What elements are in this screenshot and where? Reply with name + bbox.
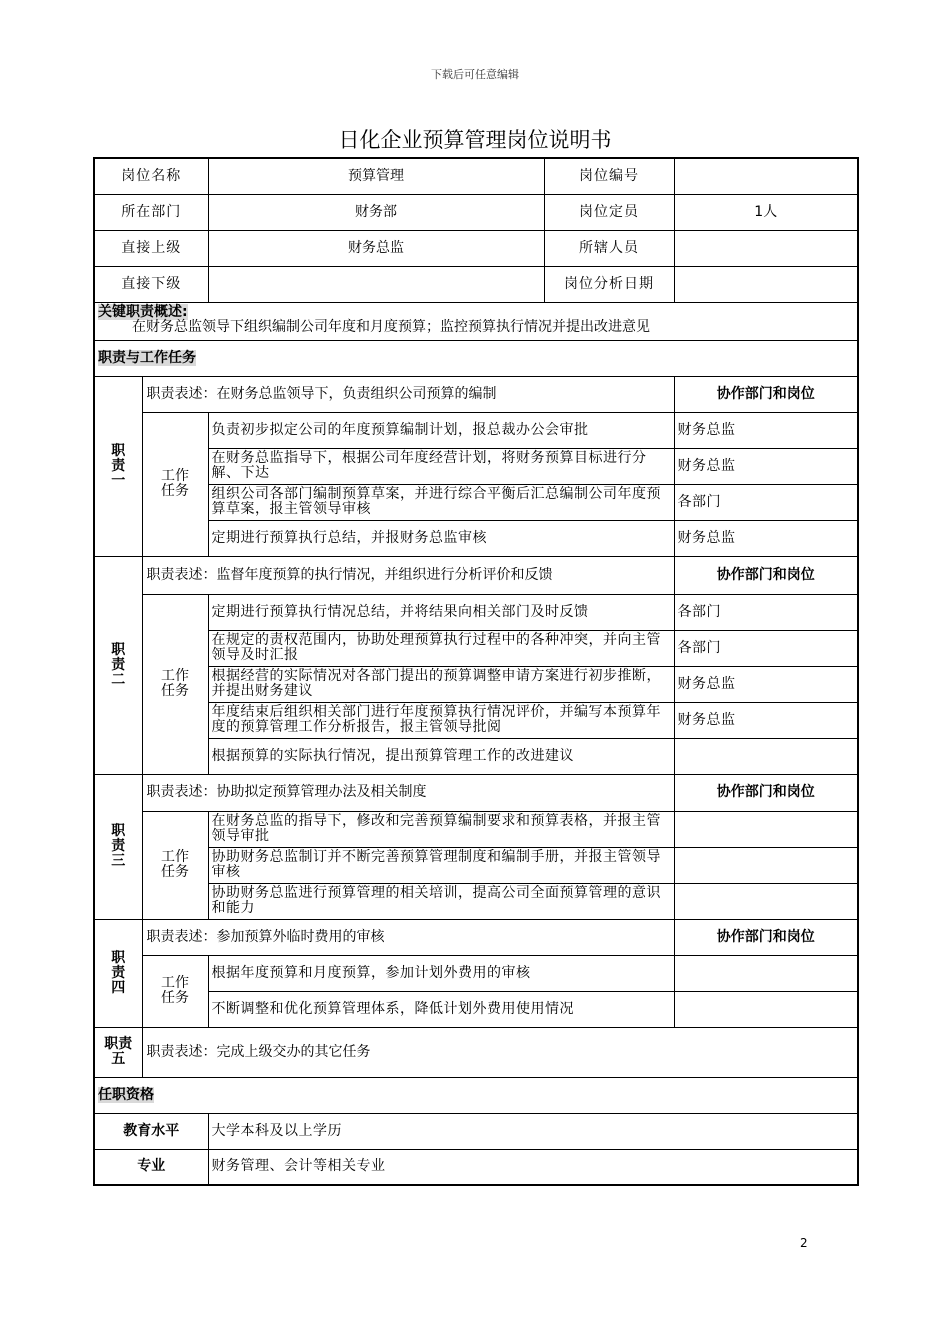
duty-1-label: 职责一 bbox=[94, 376, 142, 556]
duty-2-task-label: 工作任务 bbox=[142, 594, 208, 774]
duty-3-label: 职责三 bbox=[94, 774, 142, 919]
duty-3-statement: 职责表述：协助拟定预算管理办法及相关制度 bbox=[142, 774, 674, 811]
duty-1-task-4 bbox=[94, 520, 858, 556]
duty-3-task-1 bbox=[94, 811, 858, 847]
duty-1-task-4-text: 定期进行预算执行总结，并报财务总监审核 bbox=[208, 520, 674, 556]
duty-2-task-2 bbox=[94, 630, 858, 666]
duty-1-statement-row bbox=[94, 376, 858, 412]
duty-4-task-2 bbox=[94, 991, 858, 1027]
duty-1-task-4-coop: 财务总监 bbox=[674, 520, 858, 556]
subordinates-label: 所辖人员 bbox=[544, 230, 674, 266]
duty-4-statement: 职责表述：参加预算外临时费用的审核 bbox=[142, 919, 674, 955]
duty-4-label: 职责四 bbox=[94, 919, 142, 1027]
duty-1-task-2-text: 在财务总监指导下，根据公司年度经营计划，将财务预算目标进行分解、下达 bbox=[208, 448, 674, 484]
duty-2-task-2-text: 在规定的责权范围内，协助处理预算执行过程中的各种冲突，并向主管领导及时汇报 bbox=[208, 630, 674, 666]
duty-4-task-1-coop bbox=[674, 955, 858, 991]
duty-4-task-1 bbox=[94, 955, 858, 991]
duty-2-task-1-text: 定期进行预算执行情况总结，并将结果向相关部门及时反馈 bbox=[208, 594, 674, 630]
overview-heading: 关键职责概述: bbox=[98, 303, 188, 320]
duty-5-statement: 职责表述：完成上级交办的其它任务 bbox=[142, 1027, 858, 1077]
header-note: 下载后可任意编辑 bbox=[431, 68, 519, 81]
duty-2-task-5 bbox=[94, 738, 858, 774]
duty-3-task-3 bbox=[94, 883, 858, 919]
page-number: 2 bbox=[800, 1236, 808, 1250]
duty-1-task-1 bbox=[94, 412, 858, 448]
duty-3-statement-row bbox=[94, 774, 858, 811]
duty-3-coop-header: 协作部门和岗位 bbox=[674, 774, 858, 811]
duty-4-task-2-text: 不断调整和优化预算管理体系，降低计划外费用使用情况 bbox=[208, 991, 674, 1027]
duty-4-task-1-text: 根据年度预算和月度预算，参加计划外费用的审核 bbox=[208, 955, 674, 991]
job-description-table bbox=[93, 157, 859, 1186]
basic-row-1 bbox=[94, 158, 858, 194]
qualifications-heading-row bbox=[94, 1077, 858, 1113]
post-no-value bbox=[674, 158, 858, 194]
duty-2-label: 职责二 bbox=[94, 556, 142, 774]
major-label: 专业 bbox=[94, 1149, 208, 1185]
duty-4-statement-row bbox=[94, 919, 858, 955]
duty-2-task-3 bbox=[94, 666, 858, 702]
post-no-label: 岗位编号 bbox=[544, 158, 674, 194]
duty-1-statement: 职责表述：在财务总监领导下，负责组织公司预算的编制 bbox=[142, 376, 674, 412]
duty-1-task-1-text: 负责初步拟定公司的年度预算编制计划，报总裁办公会审批 bbox=[208, 412, 674, 448]
duty-1-task-3-text: 组织公司各部门编制预算草案，并进行综合平衡后汇总编制公司年度预算草案，报主管领导审核 bbox=[208, 484, 674, 520]
duty-3-task-2-text: 协助财务总监制订并不断完善预算管理制度和编制手册，并报主管领导审核 bbox=[208, 847, 674, 883]
duty-1-task-3-coop: 各部门 bbox=[674, 484, 858, 520]
duty-4-coop-header: 协作部门和岗位 bbox=[674, 919, 858, 955]
duties-heading-row bbox=[94, 340, 858, 376]
duties-heading: 职责与工作任务 bbox=[94, 340, 858, 376]
duty-1-task-2-coop: 财务总监 bbox=[674, 448, 858, 484]
major-value: 财务管理、会计等相关专业 bbox=[208, 1149, 858, 1185]
duty-2-task-1-coop: 各部门 bbox=[674, 594, 858, 630]
duty-2-task-2-coop: 各部门 bbox=[674, 630, 858, 666]
duty-1-task-3 bbox=[94, 484, 858, 520]
education-value: 大学本科及以上学历 bbox=[208, 1113, 858, 1149]
duty-3-task-1-coop bbox=[674, 811, 858, 847]
duty-1-task-label: 工作任务 bbox=[142, 412, 208, 556]
superior-value: 财务总监 bbox=[208, 230, 544, 266]
superior-label: 直接上级 bbox=[94, 230, 208, 266]
duty-3-task-2-coop bbox=[674, 847, 858, 883]
duty-4-task-label: 工作任务 bbox=[142, 955, 208, 1027]
duty-2-task-5-text: 根据预算的实际执行情况，提出预算管理工作的改进建议 bbox=[208, 738, 674, 774]
basic-row-3 bbox=[94, 230, 858, 266]
quota-label: 岗位定员 bbox=[544, 194, 674, 230]
duty-3-task-2 bbox=[94, 847, 858, 883]
education-row bbox=[94, 1113, 858, 1149]
analysis-date-value bbox=[674, 266, 858, 302]
education-label: 教育水平 bbox=[94, 1113, 208, 1149]
basic-row-4 bbox=[94, 266, 858, 302]
duty-3-task-3-text: 协助财务总监进行预算管理的相关培训，提高公司全面预算管理的意识和能力 bbox=[208, 883, 674, 919]
duty-3-task-label: 工作任务 bbox=[142, 811, 208, 919]
duty-2-task-3-coop: 财务总监 bbox=[674, 666, 858, 702]
duty-2-task-3-text: 根据经营的实际情况对各部门提出的预算调整申请方案进行初步推断，并提出财务建议 bbox=[208, 666, 674, 702]
duty-2-coop-header: 协作部门和岗位 bbox=[674, 556, 858, 594]
duty-2-statement-row bbox=[94, 556, 858, 594]
qualifications-heading: 任职资格 bbox=[94, 1077, 858, 1113]
dept-value: 财务部 bbox=[208, 194, 544, 230]
duty-5-row bbox=[94, 1027, 858, 1077]
duty-2-task-4 bbox=[94, 702, 858, 738]
duty-1-task-1-coop: 财务总监 bbox=[674, 412, 858, 448]
duty-2-task-4-coop: 财务总监 bbox=[674, 702, 858, 738]
analysis-date-label: 岗位分析日期 bbox=[544, 266, 674, 302]
post-name-value: 预算管理 bbox=[208, 158, 544, 194]
duty-3-task-1-text: 在财务总监的指导下，修改和完善预算编制要求和预算表格，并报主管领导审批 bbox=[208, 811, 674, 847]
duty-4-task-2-coop bbox=[674, 991, 858, 1027]
dept-label: 所在部门 bbox=[94, 194, 208, 230]
subordinates-value bbox=[674, 230, 858, 266]
duty-2-task-4-text: 年度结束后组织相关部门进行年度预算执行情况评价，并编写本预算年度的预算管理工作分析报告，报主管领导批阅 bbox=[208, 702, 674, 738]
quota-value: 1人 bbox=[674, 194, 858, 230]
overview-cell bbox=[94, 302, 858, 340]
duty-1-task-2 bbox=[94, 448, 858, 484]
duty-3-task-3-coop bbox=[674, 883, 858, 919]
post-name-label: 岗位名称 bbox=[94, 158, 208, 194]
direct-sub-label: 直接下级 bbox=[94, 266, 208, 302]
major-row bbox=[94, 1149, 858, 1185]
overview-row bbox=[94, 302, 858, 340]
overview-text: 在财务总监领导下组织编制公司年度和月度预算；监控预算执行情况并提出改进意见 bbox=[132, 318, 650, 335]
basic-row-2 bbox=[94, 194, 858, 230]
duty-1-coop-header: 协作部门和岗位 bbox=[674, 376, 858, 412]
document-title: 日化企业预算管理岗位说明书 bbox=[338, 128, 612, 152]
duty-5-label: 职责五 bbox=[94, 1027, 142, 1077]
duty-2-statement: 职责表述：监督年度预算的执行情况，并组织进行分析评价和反馈 bbox=[142, 556, 674, 594]
duty-2-task-1 bbox=[94, 594, 858, 630]
direct-sub-value bbox=[208, 266, 544, 302]
duty-2-task-5-coop bbox=[674, 738, 858, 774]
